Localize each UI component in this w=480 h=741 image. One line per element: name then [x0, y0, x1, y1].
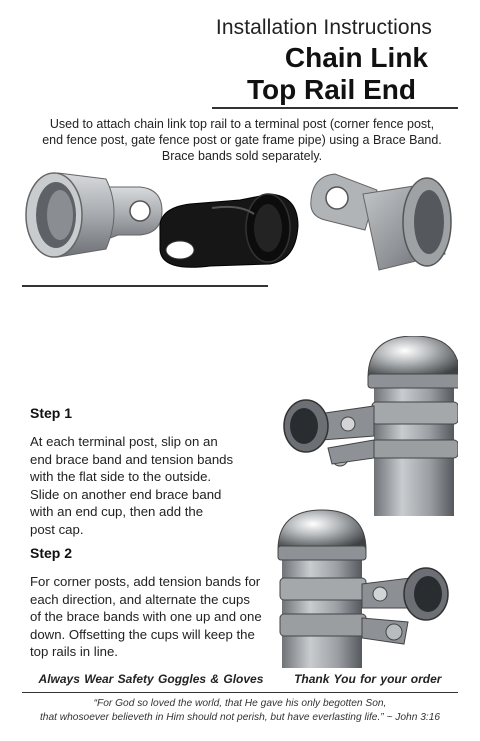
thank-you-note: Thank You for your order: [294, 672, 442, 686]
step-1-heading: Step 1: [30, 405, 73, 421]
footer-tagline: [0, 672, 480, 686]
footer-divider: [22, 692, 458, 693]
safety-note: Always Wear Safety Goggles & Gloves: [38, 672, 264, 686]
header-divider: [212, 107, 458, 109]
product-image-galvanized-end: [22, 165, 164, 265]
step-2-heading: Step 2: [30, 545, 73, 561]
step-2-text: For corner posts, add tension bands for each direction, and alternate the cups of the brace bands with one up and one down. Offsetting the cups will keep the top rails in line.: [30, 574, 262, 659]
product-image-black-end: [150, 184, 302, 276]
post-illustration-step-1: [278, 336, 458, 516]
header-subtitle: Installation Instructions: [215, 16, 432, 39]
post-illustration-step-2: [276, 508, 456, 668]
verse-line-1: “For God so loved the world, that He gave his only begotten Son,: [93, 698, 387, 709]
product-image-plain-end: [305, 166, 457, 284]
intro-text: Used to attach chain link top rail to a terminal post (corner fence post, end fence post, gate fence post or gate frame pipe) using a Brace Band. Brace bands sold separately.: [42, 117, 442, 163]
section-divider: [22, 285, 268, 287]
step-1-text: At each terminal post, slip on an end brace band and tension bands with the flat side to the outside. Slide on another end brace band with an end cup, then add the post cap.: [30, 434, 234, 537]
verse-line-2: that whosoever believeth in Him should not perish, but have everlasting life.” ~ John 3:16: [39, 712, 441, 723]
header-title-line2: Top Rail End: [246, 74, 416, 105]
header-title-line1: Chain Link: [284, 42, 428, 73]
